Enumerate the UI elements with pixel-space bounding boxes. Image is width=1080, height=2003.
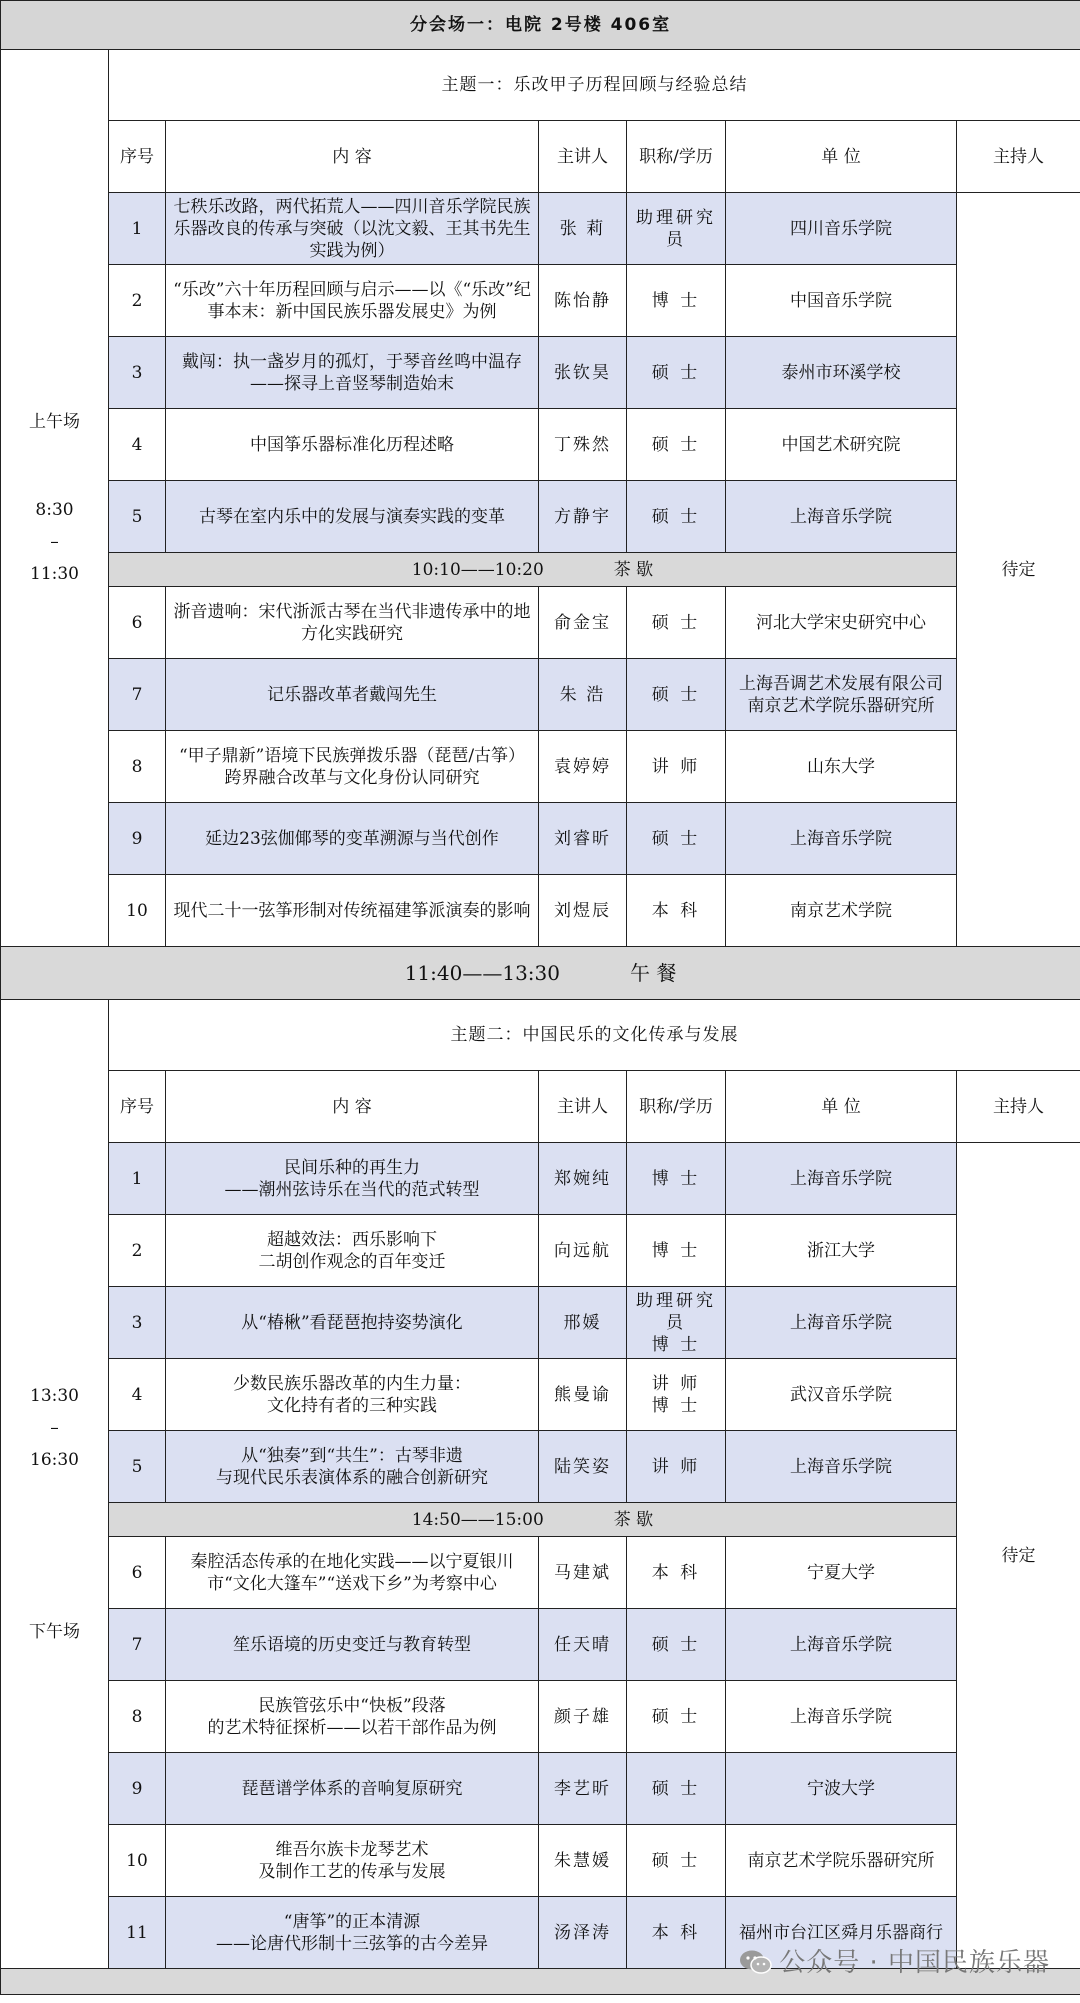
row-content: “乐改”六十年历程回顾与启示——以《“乐改”纪事本末：新中国民族乐器发展史》为例 <box>166 265 539 337</box>
row-number: 7 <box>109 1609 166 1681</box>
row-number: 10 <box>109 875 166 947</box>
row-speaker: 颜子雄 <box>539 1681 627 1753</box>
row-unit: 山东大学 <box>726 731 957 803</box>
row-content: 笙乐语境的历史变迁与教育转型 <box>166 1609 539 1681</box>
table-row <box>1 337 1080 409</box>
row-title: 讲 师 <box>627 731 726 803</box>
table-row <box>1 875 1080 947</box>
row-number: 2 <box>109 265 166 337</box>
row-speaker: 熊曼谕 <box>539 1359 627 1431</box>
afternoon-session-label: 13:30 – 16:30 下午场 <box>1 1000 109 1969</box>
row-content: 延边23弦伽倻琴的变革溯源与当代创作 <box>166 803 539 875</box>
row-unit: 中国艺术研究院 <box>726 409 957 481</box>
tea-label: 茶 歇 <box>613 559 654 580</box>
row-content: 浙音遗响：宋代浙派古琴在当代非遗传承中的地方化实践研究 <box>166 587 539 659</box>
wechat-icon <box>739 1949 773 1975</box>
table-row <box>1 1143 1080 1215</box>
table-row <box>1 731 1080 803</box>
row-title: 本 科 <box>627 875 726 947</box>
row-unit: 上海音乐学院 <box>726 803 957 875</box>
row-unit: 河北大学宋史研究中心 <box>726 587 957 659</box>
afternoon-header-row <box>1 1071 1080 1143</box>
lunch-time: 11:40——13:30 <box>404 961 560 985</box>
row-speaker: 方静宇 <box>539 481 627 553</box>
row-speaker: 刘睿昕 <box>539 803 627 875</box>
row-unit: 武汉音乐学院 <box>726 1359 957 1431</box>
col-header-title: 职称/学历 <box>627 1071 726 1143</box>
row-number: 10 <box>109 1825 166 1897</box>
tea-break <box>109 1503 957 1537</box>
lunch-break <box>1 947 1080 1000</box>
row-number: 3 <box>109 1287 166 1359</box>
row-number: 3 <box>109 337 166 409</box>
table-row <box>1 1825 1080 1897</box>
tea-label: 茶 歇 <box>613 1509 654 1530</box>
table-row <box>1 1753 1080 1825</box>
row-title: 硕 士 <box>627 659 726 731</box>
row-speaker: 陈怡静 <box>539 265 627 337</box>
table-row <box>1 265 1080 337</box>
row-title: 硕 士 <box>627 587 726 659</box>
table-row <box>1 1681 1080 1753</box>
row-title: 硕 士 <box>627 481 726 553</box>
table-row <box>1 659 1080 731</box>
row-number: 6 <box>109 587 166 659</box>
row-number: 6 <box>109 1537 166 1609</box>
row-unit: 南京艺术学院乐器研究所 <box>726 1825 957 1897</box>
row-title: 本 科 <box>627 1897 726 1969</box>
row-unit: 上海音乐学院 <box>726 1681 957 1753</box>
hall-title: 分会场一：电院 2号楼 406室 <box>1 1 1080 50</box>
row-title: 讲 师 <box>627 1431 726 1503</box>
tea-break-row <box>1 1503 1080 1537</box>
morning-host: 待定 <box>957 193 1080 947</box>
row-unit: 上海音乐学院 <box>726 1609 957 1681</box>
row-content: 从“椿楸”看琵琶抱持姿势演化 <box>166 1287 539 1359</box>
row-unit: 四川音乐学院 <box>726 193 957 265</box>
row-number: 9 <box>109 1753 166 1825</box>
col-header-speaker: 主讲人 <box>539 1071 627 1143</box>
row-speaker: 邢媛 <box>539 1287 627 1359</box>
row-speaker: 刘煜辰 <box>539 875 627 947</box>
row-title: 硕 士 <box>627 337 726 409</box>
row-unit: 泰州市环溪学校 <box>726 337 957 409</box>
col-header-host: 主持人 <box>957 1071 1080 1143</box>
row-content: 秦腔活态传承的在地化实践——以宁夏银川市“文化大篷车”“送戏下乡”为考察中心 <box>166 1537 539 1609</box>
row-unit: 中国音乐学院 <box>726 265 957 337</box>
col-header-unit: 单 位 <box>726 121 957 193</box>
row-content: 超越效法：西乐影响下 二胡创作观念的百年变迁 <box>166 1215 539 1287</box>
row-content: 记乐器改革者戴闯先生 <box>166 659 539 731</box>
table-row <box>1 481 1080 553</box>
row-title: 助理研究员 博 士 <box>627 1287 726 1359</box>
row-title: 硕 士 <box>627 1753 726 1825</box>
col-header-unit: 单 位 <box>726 1071 957 1143</box>
row-speaker: 朱慧媛 <box>539 1825 627 1897</box>
row-unit: 上海音乐学院 <box>726 1287 957 1359</box>
row-content: 从“独奏”到“共生”：古琴非遗 与现代民乐表演体系的融合创新研究 <box>166 1431 539 1503</box>
table-row <box>1 409 1080 481</box>
row-title: 硕 士 <box>627 1609 726 1681</box>
row-content: 现代二十一弦筝形制对传统福建筝派演奏的影响 <box>166 875 539 947</box>
row-speaker: 丁殊然 <box>539 409 627 481</box>
col-header-content: 内 容 <box>166 1071 539 1143</box>
row-unit: 宁波大学 <box>726 1753 957 1825</box>
afternoon-host: 待定 <box>957 1143 1080 1969</box>
col-header-speaker: 主讲人 <box>539 121 627 193</box>
tea-break <box>109 553 957 587</box>
row-number: 5 <box>109 1431 166 1503</box>
row-number: 4 <box>109 409 166 481</box>
table-row <box>1 587 1080 659</box>
row-number: 1 <box>109 1143 166 1215</box>
tea-time: 14:50——15:00 <box>411 1509 544 1530</box>
row-content: 少数民族乐器改革的内生力量： 文化持有者的三种实践 <box>166 1359 539 1431</box>
table-row <box>1 803 1080 875</box>
col-header-content: 内 容 <box>166 121 539 193</box>
row-title: 博 士 <box>627 1215 726 1287</box>
table-row <box>1 1215 1080 1287</box>
row-speaker: 马建斌 <box>539 1537 627 1609</box>
row-unit: 上海音乐学院 <box>726 481 957 553</box>
row-title: 硕 士 <box>627 803 726 875</box>
lunch-row <box>1 947 1080 1000</box>
row-content: 维吾尔族卡龙琴艺术 及制作工艺的传承与发展 <box>166 1825 539 1897</box>
row-speaker: 朱 浩 <box>539 659 627 731</box>
table-row <box>1 1537 1080 1609</box>
row-content: “唐筝”的正本清源 ——论唐代形制十三弦筝的古今差异 <box>166 1897 539 1969</box>
row-speaker: 向远航 <box>539 1215 627 1287</box>
row-title: 讲 师 博 士 <box>627 1359 726 1431</box>
col-header-host: 主持人 <box>957 121 1080 193</box>
col-header-num: 序号 <box>109 121 166 193</box>
lunch-label: 午 餐 <box>629 961 677 985</box>
col-header-title: 职称/学历 <box>627 121 726 193</box>
watermark <box>739 1942 1050 1979</box>
row-speaker: 俞金宝 <box>539 587 627 659</box>
row-content: 琵琶谱学体系的音响复原研究 <box>166 1753 539 1825</box>
row-title: 博 士 <box>627 1143 726 1215</box>
table-row <box>1 1431 1080 1503</box>
afternoon-theme: 主题二：中国民乐的文化传承与发展 <box>109 1000 1080 1071</box>
row-speaker: 陆笑姿 <box>539 1431 627 1503</box>
row-unit: 福州市台江区舜月乐器商行 <box>726 1897 957 1969</box>
row-speaker: 郑婉纯 <box>539 1143 627 1215</box>
row-unit: 上海吾调艺术发展有限公司 南京艺术学院乐器研究所 <box>726 659 957 731</box>
row-number: 1 <box>109 193 166 265</box>
row-number: 4 <box>109 1359 166 1431</box>
row-content: 古琴在室内乐中的发展与演奏实践的变革 <box>166 481 539 553</box>
row-content: 民族管弦乐中“快板”段落 的艺术特征探析——以若干部作品为例 <box>166 1681 539 1753</box>
morning-session-label: 上午场 8:30 – 11:30 <box>1 50 109 947</box>
morning-header-row <box>1 121 1080 193</box>
row-title: 助理研究员 <box>627 193 726 265</box>
row-title: 硕 士 <box>627 409 726 481</box>
tea-break-row <box>1 553 1080 587</box>
row-number: 9 <box>109 803 166 875</box>
row-content: 戴闯：执一盏岁月的孤灯，于琴音丝鸣中温存——探寻上音竖琴制造始末 <box>166 337 539 409</box>
table-row <box>1 1287 1080 1359</box>
table-row <box>1 1609 1080 1681</box>
tea-time: 10:10——10:20 <box>411 559 544 580</box>
row-speaker: 汤泽涛 <box>539 1897 627 1969</box>
row-content: “甲子鼎新”语境下民族弹拨乐器（琵琶/古筝）跨界融合改革与文化身份认同研究 <box>166 731 539 803</box>
row-title: 博 士 <box>627 265 726 337</box>
row-title: 硕 士 <box>627 1681 726 1753</box>
row-speaker: 任天晴 <box>539 1609 627 1681</box>
row-content: 民间乐种的再生力 ——潮州弦诗乐在当代的范式转型 <box>166 1143 539 1215</box>
row-number: 2 <box>109 1215 166 1287</box>
table-row <box>1 193 1080 265</box>
row-number: 7 <box>109 659 166 731</box>
row-unit: 上海音乐学院 <box>726 1143 957 1215</box>
row-unit: 上海音乐学院 <box>726 1431 957 1503</box>
row-title: 本 科 <box>627 1537 726 1609</box>
table-row <box>1 1359 1080 1431</box>
morning-theme: 主题一：乐改甲子历程回顾与经验总结 <box>109 50 1080 121</box>
row-title: 硕 士 <box>627 1825 726 1897</box>
row-number: 11 <box>109 1897 166 1969</box>
row-speaker: 李艺昕 <box>539 1753 627 1825</box>
row-speaker: 张钦昊 <box>539 337 627 409</box>
row-content: 七秩乐改路，两代拓荒人——四川音乐学院民族乐器改良的传承与突破（以沈文毅、王其书先生实践为例） <box>166 193 539 265</box>
row-content: 中国筝乐器标准化历程述略 <box>166 409 539 481</box>
row-number: 8 <box>109 731 166 803</box>
row-speaker: 袁婷婷 <box>539 731 627 803</box>
watermark-text: 公众号 · 中国民族乐器 <box>779 1948 1050 1978</box>
row-speaker: 张 莉 <box>539 193 627 265</box>
row-unit: 宁夏大学 <box>726 1537 957 1609</box>
row-unit: 浙江大学 <box>726 1215 957 1287</box>
row-number: 5 <box>109 481 166 553</box>
row-number: 8 <box>109 1681 166 1753</box>
row-unit: 南京艺术学院 <box>726 875 957 947</box>
col-header-num: 序号 <box>109 1071 166 1143</box>
